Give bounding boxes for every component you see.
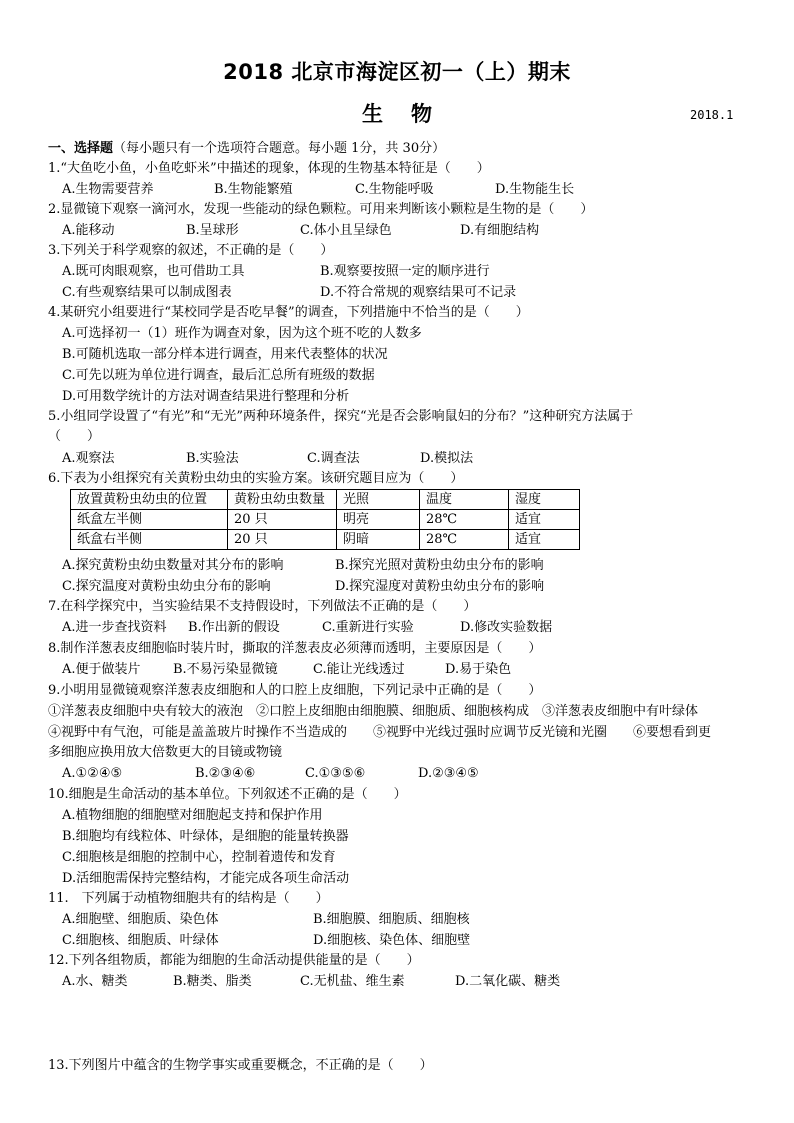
- table-cell: 阴暗: [337, 530, 420, 550]
- q7-option-b: B.作出新的假设: [188, 620, 280, 635]
- q3-option-d: D.不符合常规的观察结果可不记录: [320, 285, 517, 300]
- q8-option-b: B.不易污染显微镜: [173, 662, 278, 677]
- question-10-stem: 10.细胞是生命活动的基本单位。下列叙述不正确的是（ ）: [48, 787, 407, 802]
- q2-option-a: A.能移动: [62, 223, 115, 238]
- q4-option-d: D.可用数学统计的方法对调查结果进行整理和分析: [62, 389, 350, 404]
- q2-option-c: C.体小且呈绿色: [300, 223, 392, 238]
- q10-option-a: A.植物细胞的细胞壁对细胞起支持和保护作用: [62, 808, 323, 823]
- q9-statement-line-1: ①洋葱表皮细胞中央有较大的液泡 ②口腔上皮细胞由细胞膜、细胞质、细胞核构成 ③洋葱表皮细胞中有叶绿体: [48, 704, 699, 719]
- q11-option-c: C.细胞核、细胞质、叶绿体: [62, 933, 219, 948]
- q5-option-a: A.观察法: [62, 451, 115, 466]
- q11-option-d: D.细胞核、染色体、细胞壁: [313, 933, 471, 948]
- q7-option-a: A.进一步查找资料: [62, 620, 167, 635]
- q8-option-c: C.能让光线透过: [313, 662, 405, 677]
- q6-option-d: D.探究湿度对黄粉虫幼虫分布的影响: [335, 579, 545, 594]
- q5-option-b: B.实验法: [186, 451, 239, 466]
- q1-option-b: B.生物能繁殖: [214, 182, 293, 197]
- table-row: [71, 510, 580, 530]
- table-cell: 28℃: [420, 530, 509, 550]
- q10-option-d: D.活细胞需保持完整结构，才能完成各项生命活动: [62, 871, 350, 886]
- table-header-cell: 放置黄粉虫幼虫的位置: [71, 490, 228, 510]
- question-3-stem: 3.下列关于科学观察的叙述，不正确的是（ ）: [48, 243, 334, 258]
- question-12-stem: 12.下列各组物质，都能为细胞的生命活动提供能量的是（ ）: [48, 953, 420, 968]
- q3-option-b: B.观察要按照一定的顺序进行: [320, 264, 490, 279]
- q7-option-c: C.重新进行实验: [322, 620, 414, 635]
- experiment-table: [70, 489, 580, 550]
- q9-statement-line-3: 多细胞应换用放大倍数更大的目镜或物镜: [48, 745, 283, 760]
- q12-option-c: C.无机盐、维生素: [300, 974, 405, 989]
- table-cell: 适宜: [509, 530, 580, 550]
- question-8-stem: 8.制作洋葱表皮细胞临时装片时，撕取的洋葱表皮必须薄而透明，主要原因是（ ）: [48, 641, 542, 656]
- q11-option-a: A.细胞壁、细胞质、染色体: [62, 912, 219, 927]
- q1-option-c: C.生物能呼吸: [355, 182, 434, 197]
- question-2-stem: 2.显微镜下观察一滴河水，发现一些能动的绿色颗粒。可用来判断该小颗粒是生物的是（ ）: [48, 202, 594, 217]
- table-header-row: [71, 490, 580, 510]
- q7-option-d: D.修改实验数据: [460, 620, 553, 635]
- q10-option-b: B.细胞均有线粒体、叶绿体，是细胞的能量转换器: [62, 829, 349, 844]
- q11-option-b: B.细胞膜、细胞质、细胞核: [313, 912, 470, 927]
- q2-option-d: D.有细胞结构: [460, 223, 540, 238]
- q1-option-a: A.生物需要营养: [62, 182, 154, 197]
- question-11-stem: 11. 下列属于动植物细胞共有的结构是（ ）: [48, 891, 329, 906]
- table-cell: 28℃: [420, 510, 509, 530]
- question-13-stem: 13.下列图片中蕴含的生物学事实或重要概念，不正确的是（ ）: [48, 1058, 433, 1073]
- question-4-stem: 4.某研究小组要进行“某校同学是否吃早餐”的调查，下列措施中不恰当的是（ ）: [48, 305, 529, 320]
- q6-option-c: C.探究温度对黄粉虫幼虫分布的影响: [62, 579, 271, 594]
- q4-option-c: C.可先以班为单位进行调查，最后汇总所有班级的数据: [62, 368, 375, 383]
- q9-option-a: A.①②④⑤: [62, 766, 123, 781]
- q4-option-a: A.可选择初一（1）班作为调查对象，因为这个班不吃的人数多: [62, 326, 422, 341]
- q9-option-c: C.①③⑤⑥: [305, 766, 366, 781]
- q8-option-d: D.易于染色: [445, 662, 512, 677]
- q2-option-b: B.呈球形: [186, 223, 239, 238]
- table-header-cell: 光照: [337, 490, 420, 510]
- table-cell: 适宜: [509, 510, 580, 530]
- question-1-stem: 1.“大鱼吃小鱼，小鱼吃虾米”中描述的现象，体现的生物基本特征是（ ）: [48, 161, 490, 176]
- q1-option-d: D.生物能生长: [495, 182, 575, 197]
- q5-option-c: C.调查法: [307, 451, 360, 466]
- q3-option-a: A.既可肉眼观察，也可借助工具: [62, 264, 245, 279]
- section-label: 一、选择题: [48, 141, 114, 156]
- table-cell: 20 只: [228, 510, 337, 530]
- q4-option-b: B.可随机选取一部分样本进行调查，用来代表整体的状况: [62, 347, 388, 362]
- question-7-stem: 7.在科学探究中，当实验结果不支持假设时，下列做法不正确的是（ ）: [48, 599, 477, 614]
- table-header-cell: 温度: [420, 490, 509, 510]
- section-heading: [48, 141, 445, 157]
- q8-option-a: A.便于做装片: [62, 662, 141, 677]
- table-header-cell: 黄粉虫幼虫数量: [228, 490, 337, 510]
- q12-option-b: B.糖类、脂类: [173, 974, 252, 989]
- exam-date: 2018.1: [690, 108, 734, 122]
- q6-option-b: B.探究光照对黄粉虫幼虫分布的影响: [335, 558, 544, 573]
- exam-title: 2018 北京市海淀区初一（上）期末: [223, 60, 571, 84]
- section-note: （每小题只有一个选项符合题意。每小题 1分，共 30分）: [113, 141, 446, 156]
- table-cell: 明亮: [337, 510, 420, 530]
- table-cell: 纸盒右半侧: [71, 530, 228, 550]
- table-cell: 20 只: [228, 530, 337, 550]
- q6-option-a: A.探究黄粉虫幼虫数量对其分布的影响: [62, 558, 284, 573]
- q9-option-d: D.②③④⑤: [418, 766, 479, 781]
- question-9-stem: 9.小明用显微镜观察洋葱表皮细胞和人的口腔上皮细胞，下列记录中正确的是（ ）: [48, 683, 542, 698]
- question-5-stem-cont: （ ）: [48, 429, 101, 444]
- q12-option-d: D.二氧化碳、糖类: [455, 974, 561, 989]
- table-cell: 纸盒左半侧: [71, 510, 228, 530]
- question-6-stem: 6.下表为小组探究有关黄粉虫幼虫的实验方案。该研究题目应为（ ）: [48, 471, 464, 486]
- q5-option-d: D.模拟法: [420, 451, 474, 466]
- question-5-stem: 5.小组同学设置了“有光”和“无光”两种环境条件，探究“光是否会影响鼠妇的分布？”这种研究方法属于: [48, 409, 634, 424]
- subject-title: 生物: [362, 102, 460, 126]
- q10-option-c: C.细胞核是细胞的控制中心，控制着遗传和发育: [62, 850, 336, 865]
- table-row: [71, 530, 580, 550]
- q3-option-c: C.有些观察结果可以制成图表: [62, 285, 232, 300]
- q9-statement-line-2: ④视野中有气泡，可能是盖盖玻片时操作不当造成的 ⑤视野中光线过强时应调节反光镜和光圈 ⑥要想看到更: [48, 725, 712, 740]
- table-header-cell: 湿度: [509, 490, 580, 510]
- q9-option-b: B.②③④⑥: [195, 766, 256, 781]
- q12-option-a: A.水、糖类: [62, 974, 128, 989]
